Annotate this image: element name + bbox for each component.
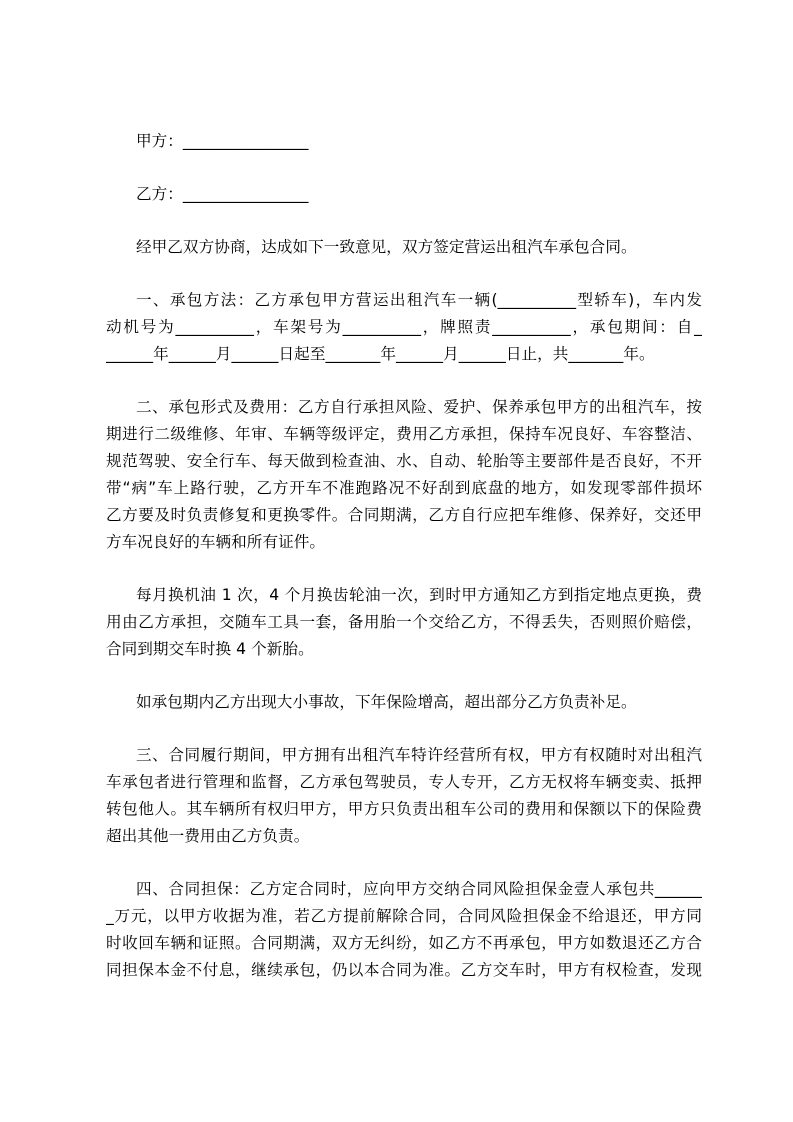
section-1-line: 一、承包方法：乙方承包甲方营运出租汽车一辆(__________型轿车)，车内发 — [136, 291, 702, 309]
section-3-line: 转包他人。其车辆所有权归甲方，甲方只负责出租车公司的费用和保额以下的保险费 — [106, 800, 702, 818]
section-3-line: 超出其他一费用由乙方负责。 — [106, 827, 310, 845]
section-4-line: _万元，以甲方收据为准，若乙方提前解除合同，合同风险担保金不给退还，甲方同 — [106, 907, 702, 925]
section-2-line: 规范驾驶、安全行车、每天做到检查油、水、自动、轮胎等主要部件是否良好，不开 — [106, 452, 702, 470]
section-2-line: 二、承包形式及费用：乙方自行承担风险、爱护、保养承包甲方的出租汽车，按 — [136, 398, 702, 416]
section-4-line: 四、合同担保：乙方定合同时，应向甲方交纳合同风险担保金壹人承包共______ — [136, 880, 702, 898]
section-2-line: 方车况良好的车辆和所有证件。 — [106, 533, 326, 551]
section-3-line: 三、合同履行期间，甲方拥有出租汽车特许经营所有权，甲方有权随时对出租汽 — [136, 746, 702, 764]
party-a-line: 甲方：________________ — [136, 132, 309, 150]
section-2-line: 乙方要及时负责修复和更换零件。合同期满，乙方自行应把车维修、保养好，交还甲 — [106, 506, 702, 524]
section-4-line: 时收回车辆和证照。合同期满，双方无纠纷，如乙方不再承包，甲方如数退还乙方合 — [106, 934, 702, 952]
section-oil-line: 每月换机油 1 次，4 个月换齿轮油一次，到时甲方通知乙方到指定地点更换，费 — [136, 586, 702, 604]
section-oil-line: 合同到期交车时换 4 个新胎。 — [106, 640, 314, 658]
party-b-line: 乙方：________________ — [136, 185, 309, 203]
section-2-line: 带“病”车上路行驶，乙方开车不准跑路况不好刮到底盘的地方，如发现零部件损坏 — [106, 479, 702, 497]
section-3-line: 车承包者进行管理和监督，乙方承包驾驶员，专人专开，乙方无权将车辆变卖、抵押 — [106, 773, 702, 791]
section-1-line: ______年______月______日起至_______年______月______日止，共_______年。 — [106, 345, 655, 363]
intro-paragraph: 经甲乙双方协商，达成如下一致意见，双方签定营运出租汽车承包合同。 — [136, 238, 637, 256]
section-4-line: 同担保本金不付息，继续承包，仍以本合同为准。乙方交车时，甲方有权检查，发现 — [106, 961, 702, 979]
accident-paragraph: 如承包期内乙方出现大小事故，下年保险增高，超出部分乙方负责补足。 — [136, 693, 637, 711]
section-2-line: 期进行二级维修、年审、车辆等级评定，费用乙方承担，保持车况良好、车容整洁、 — [106, 425, 702, 443]
section-1-line: 动机号为__________，车架号为__________，牌照责__________，承包期间：自_ — [106, 318, 702, 336]
section-oil-line: 用由乙方承担，交随车工具一套，备用胎一个交给乙方，不得丢失，否则照价赔偿， — [106, 613, 702, 631]
